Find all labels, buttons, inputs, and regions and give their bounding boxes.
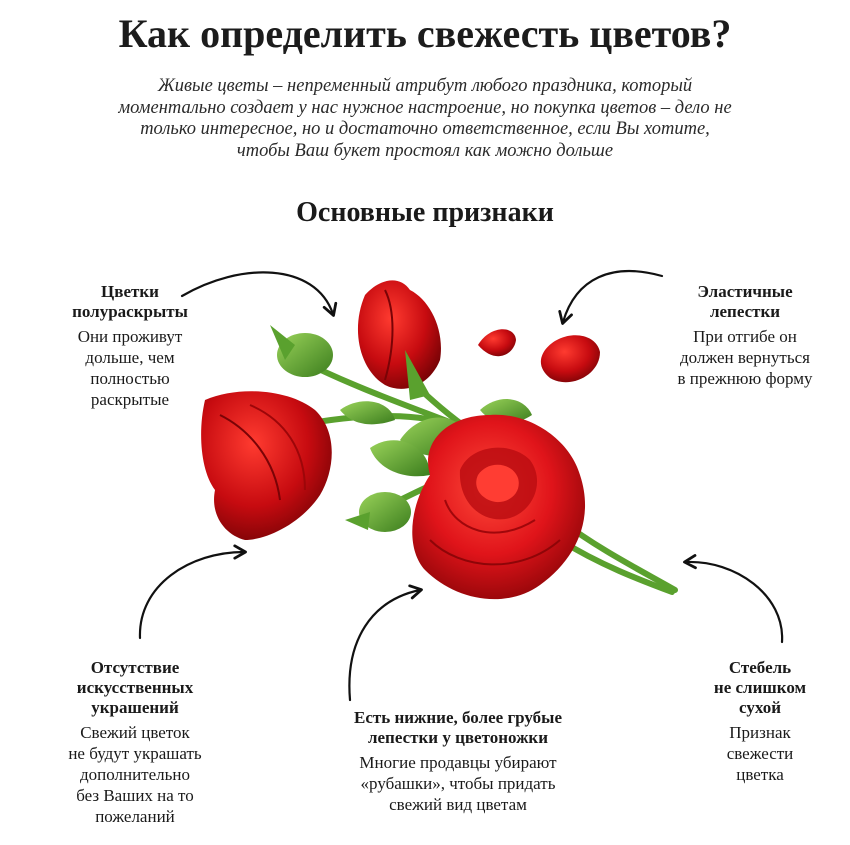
rose-bud-top bbox=[358, 280, 441, 400]
feature-text-line: При отгибе он bbox=[693, 327, 797, 346]
feature-text-line: раскрытые bbox=[90, 390, 170, 409]
feature-text-line: в прежнюю форму bbox=[677, 369, 813, 388]
feature-text-line: пожеланий bbox=[95, 807, 175, 826]
feature-text-line: свежий вид цветам bbox=[389, 795, 527, 814]
rose-main bbox=[412, 415, 585, 599]
feature-text-line: Свежий цветок bbox=[80, 723, 190, 742]
feature-text-line: «рубашки», чтобы придать bbox=[360, 774, 556, 793]
feature-title-line: искусственных bbox=[76, 678, 194, 697]
feature-text-line: Признак bbox=[729, 723, 791, 742]
feature-title-line: полураскрыты bbox=[72, 302, 188, 321]
feature-text bbox=[30, 722, 240, 827]
intro-line: чтобы Ваш букет простоял как можно дольше bbox=[236, 140, 614, 161]
loose-petals bbox=[478, 329, 600, 382]
feature-text-line: полностью bbox=[90, 369, 170, 388]
intro-line: только интересное, но и достаточно ответственное, если Вы хотите, bbox=[140, 119, 710, 139]
feature-elastic-petals bbox=[645, 282, 845, 389]
feature-title bbox=[645, 282, 845, 322]
feature-no-decorations bbox=[30, 658, 240, 827]
feature-title bbox=[318, 708, 598, 748]
feature-text-line: Они проживут bbox=[77, 327, 183, 346]
feature-text bbox=[680, 722, 840, 785]
feature-title-line: лепестки bbox=[709, 302, 781, 321]
intro-line: моментально создает у нас нужное настроение, но покупка цветов – дело не bbox=[118, 97, 732, 118]
feature-text bbox=[318, 752, 598, 815]
feature-text-line: дольше, чем bbox=[85, 348, 175, 367]
feature-text-line: свежести bbox=[726, 744, 794, 763]
feature-text-line: дополнительно bbox=[79, 765, 190, 784]
feature-title-line: Есть нижние, более грубые bbox=[353, 708, 562, 727]
feature-title bbox=[30, 658, 240, 718]
feature-title-line: Отсутствие bbox=[90, 658, 180, 677]
feature-text-line: не будут украшать bbox=[68, 744, 202, 763]
section-subtitle: Основные признаки bbox=[296, 197, 554, 228]
feature-title bbox=[680, 658, 840, 718]
feature-title-line: Эластичные bbox=[697, 282, 793, 301]
page-title: Как определить свежесть цветов? bbox=[118, 11, 732, 56]
intro-line: Живые цветы – непременный атрибут любого праздника, который bbox=[157, 76, 693, 96]
feature-text bbox=[40, 326, 220, 410]
rose-bud-left bbox=[201, 391, 332, 540]
feature-title-line: лепестки у цветоножки bbox=[367, 728, 549, 747]
feature-text-line: должен вернуться bbox=[680, 348, 810, 367]
feature-text-line: Многие продавцы убирают bbox=[359, 753, 557, 772]
feature-half-open-buds bbox=[40, 282, 220, 410]
feature-title-line: сухой bbox=[739, 698, 781, 717]
feature-title bbox=[40, 282, 220, 322]
feature-text bbox=[645, 326, 845, 389]
feature-title-line: Цветки bbox=[101, 282, 159, 301]
feature-title-line: Стебель bbox=[728, 658, 792, 677]
feature-title-line: украшений bbox=[91, 698, 179, 717]
feature-stem bbox=[680, 658, 840, 785]
feature-text-line: цветка bbox=[736, 765, 784, 784]
feature-lower-petals bbox=[318, 708, 598, 815]
feature-title-line: не слишком bbox=[713, 678, 807, 697]
feature-text-line: без Ваших на то bbox=[76, 786, 194, 805]
